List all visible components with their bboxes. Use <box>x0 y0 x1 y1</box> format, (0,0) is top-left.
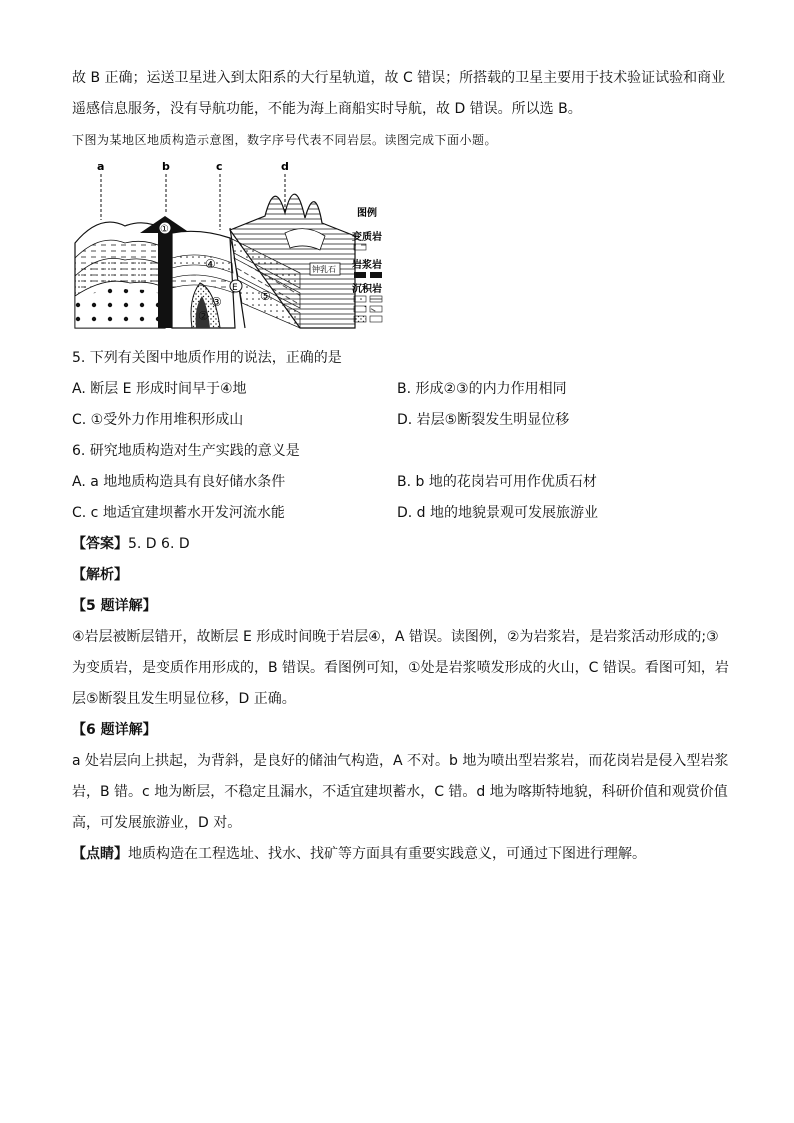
q6-option-b: B. b 地的花岗岩可用作优质石材 <box>397 474 597 490</box>
legend-metamorphic: 变质岩 <box>352 232 382 243</box>
tip-label: 【点睛】 <box>72 846 128 862</box>
marker-3: ③ <box>211 295 222 309</box>
marker-5: ⑤ <box>260 289 271 303</box>
analysis-label: 【解析】 <box>72 567 128 583</box>
marker-1: ① <box>160 224 169 235</box>
label-a: a <box>97 160 105 173</box>
detail-5-label: 【5 题详解】 <box>72 598 157 614</box>
detail-6-line: 高，可发展旅游业，D 对。 <box>72 815 242 831</box>
question-6-stem: 6. 研究地质构造对生产实践的意义是 <box>72 443 300 459</box>
detail-6-line: a 处岩层向上拱起，为背斜，是良好的储油气构造，A 不对。b 地为喷出型岩浆岩，而花岗岩是侵入型岩浆 <box>72 753 729 769</box>
answer-line <box>72 534 190 554</box>
marker-2: ② <box>198 309 209 323</box>
legend-title: 图例 <box>357 208 377 219</box>
tip-line <box>72 844 646 864</box>
legend-igneous: 岩浆岩 <box>352 260 382 271</box>
geologic-structure-diagram <box>70 158 390 333</box>
detail-5-line: 为变质岩，是变质作用形成的，B 错误。看图例可知，①处是岩浆喷发形成的火山，C 错误。看图可知，岩 <box>72 660 729 676</box>
marker-E: E <box>232 283 238 293</box>
text-line: 遥感信息服务，没有导航功能，不能为海上商船实时导航，故 D 错误。所以选 B。 <box>72 101 582 117</box>
question-5-stem: 5. 下列有关图中地质作用的说法，正确的是 <box>72 350 342 366</box>
label-d: d <box>281 160 289 173</box>
legend-sedimentary: 沉积岩 <box>352 284 382 295</box>
marker-4: ④ <box>205 257 216 271</box>
q5-option-b: B. 形成②③的内力作用相同 <box>397 381 567 397</box>
figure-intro: 下图为某地区地质构造示意图，数字序号代表不同岩层。读图完成下面小题。 <box>72 133 498 147</box>
q5-option-c: C. ①受外力作用堆积形成山 <box>72 412 244 428</box>
answer-text: 5. D 6. D <box>128 536 190 552</box>
q6-option-a: A. a 地地质构造具有良好储水条件 <box>72 474 286 490</box>
cave-label: 钟乳石 <box>312 265 336 274</box>
detail-6-label: 【6 题详解】 <box>72 722 157 738</box>
q6-option-d: D. d 地的地貌景观可发展旅游业 <box>397 505 599 521</box>
label-b: b <box>162 160 170 173</box>
answer-label: 【答案】 <box>72 536 128 552</box>
text-line: 故 B 正确；运送卫星进入到太阳系的大行星轨道，故 C 错误；所搭载的卫星主要用于技术验证试验和商业 <box>72 70 726 86</box>
detail-5-line: ④岩层被断层错开，故断层 E 形成时间晚于岩层④，A 错误。读图例，②为岩浆岩，是岩浆活动形成的;③ <box>72 629 719 645</box>
q5-option-a: A. 断层 E 形成时间早于④地 <box>72 381 247 397</box>
detail-6-line: 岩，B 错。c 地为断层，不稳定且漏水，不适宜建坝蓄水，C 错。d 地为喀斯特地貌，科研价值和观赏价值 <box>72 784 728 800</box>
label-c: c <box>216 160 223 173</box>
tip-text: 地质构造在工程选址、找水、找矿等方面具有重要实践意义，可通过下图进行理解。 <box>128 846 646 862</box>
detail-5-line: 层⑤断裂且发生明显位移，D 正确。 <box>72 691 296 707</box>
q5-option-d: D. 岩层⑤断裂发生明显位移 <box>397 412 570 428</box>
q6-option-c: C. c 地适宜建坝蓄水开发河流水能 <box>72 505 285 521</box>
